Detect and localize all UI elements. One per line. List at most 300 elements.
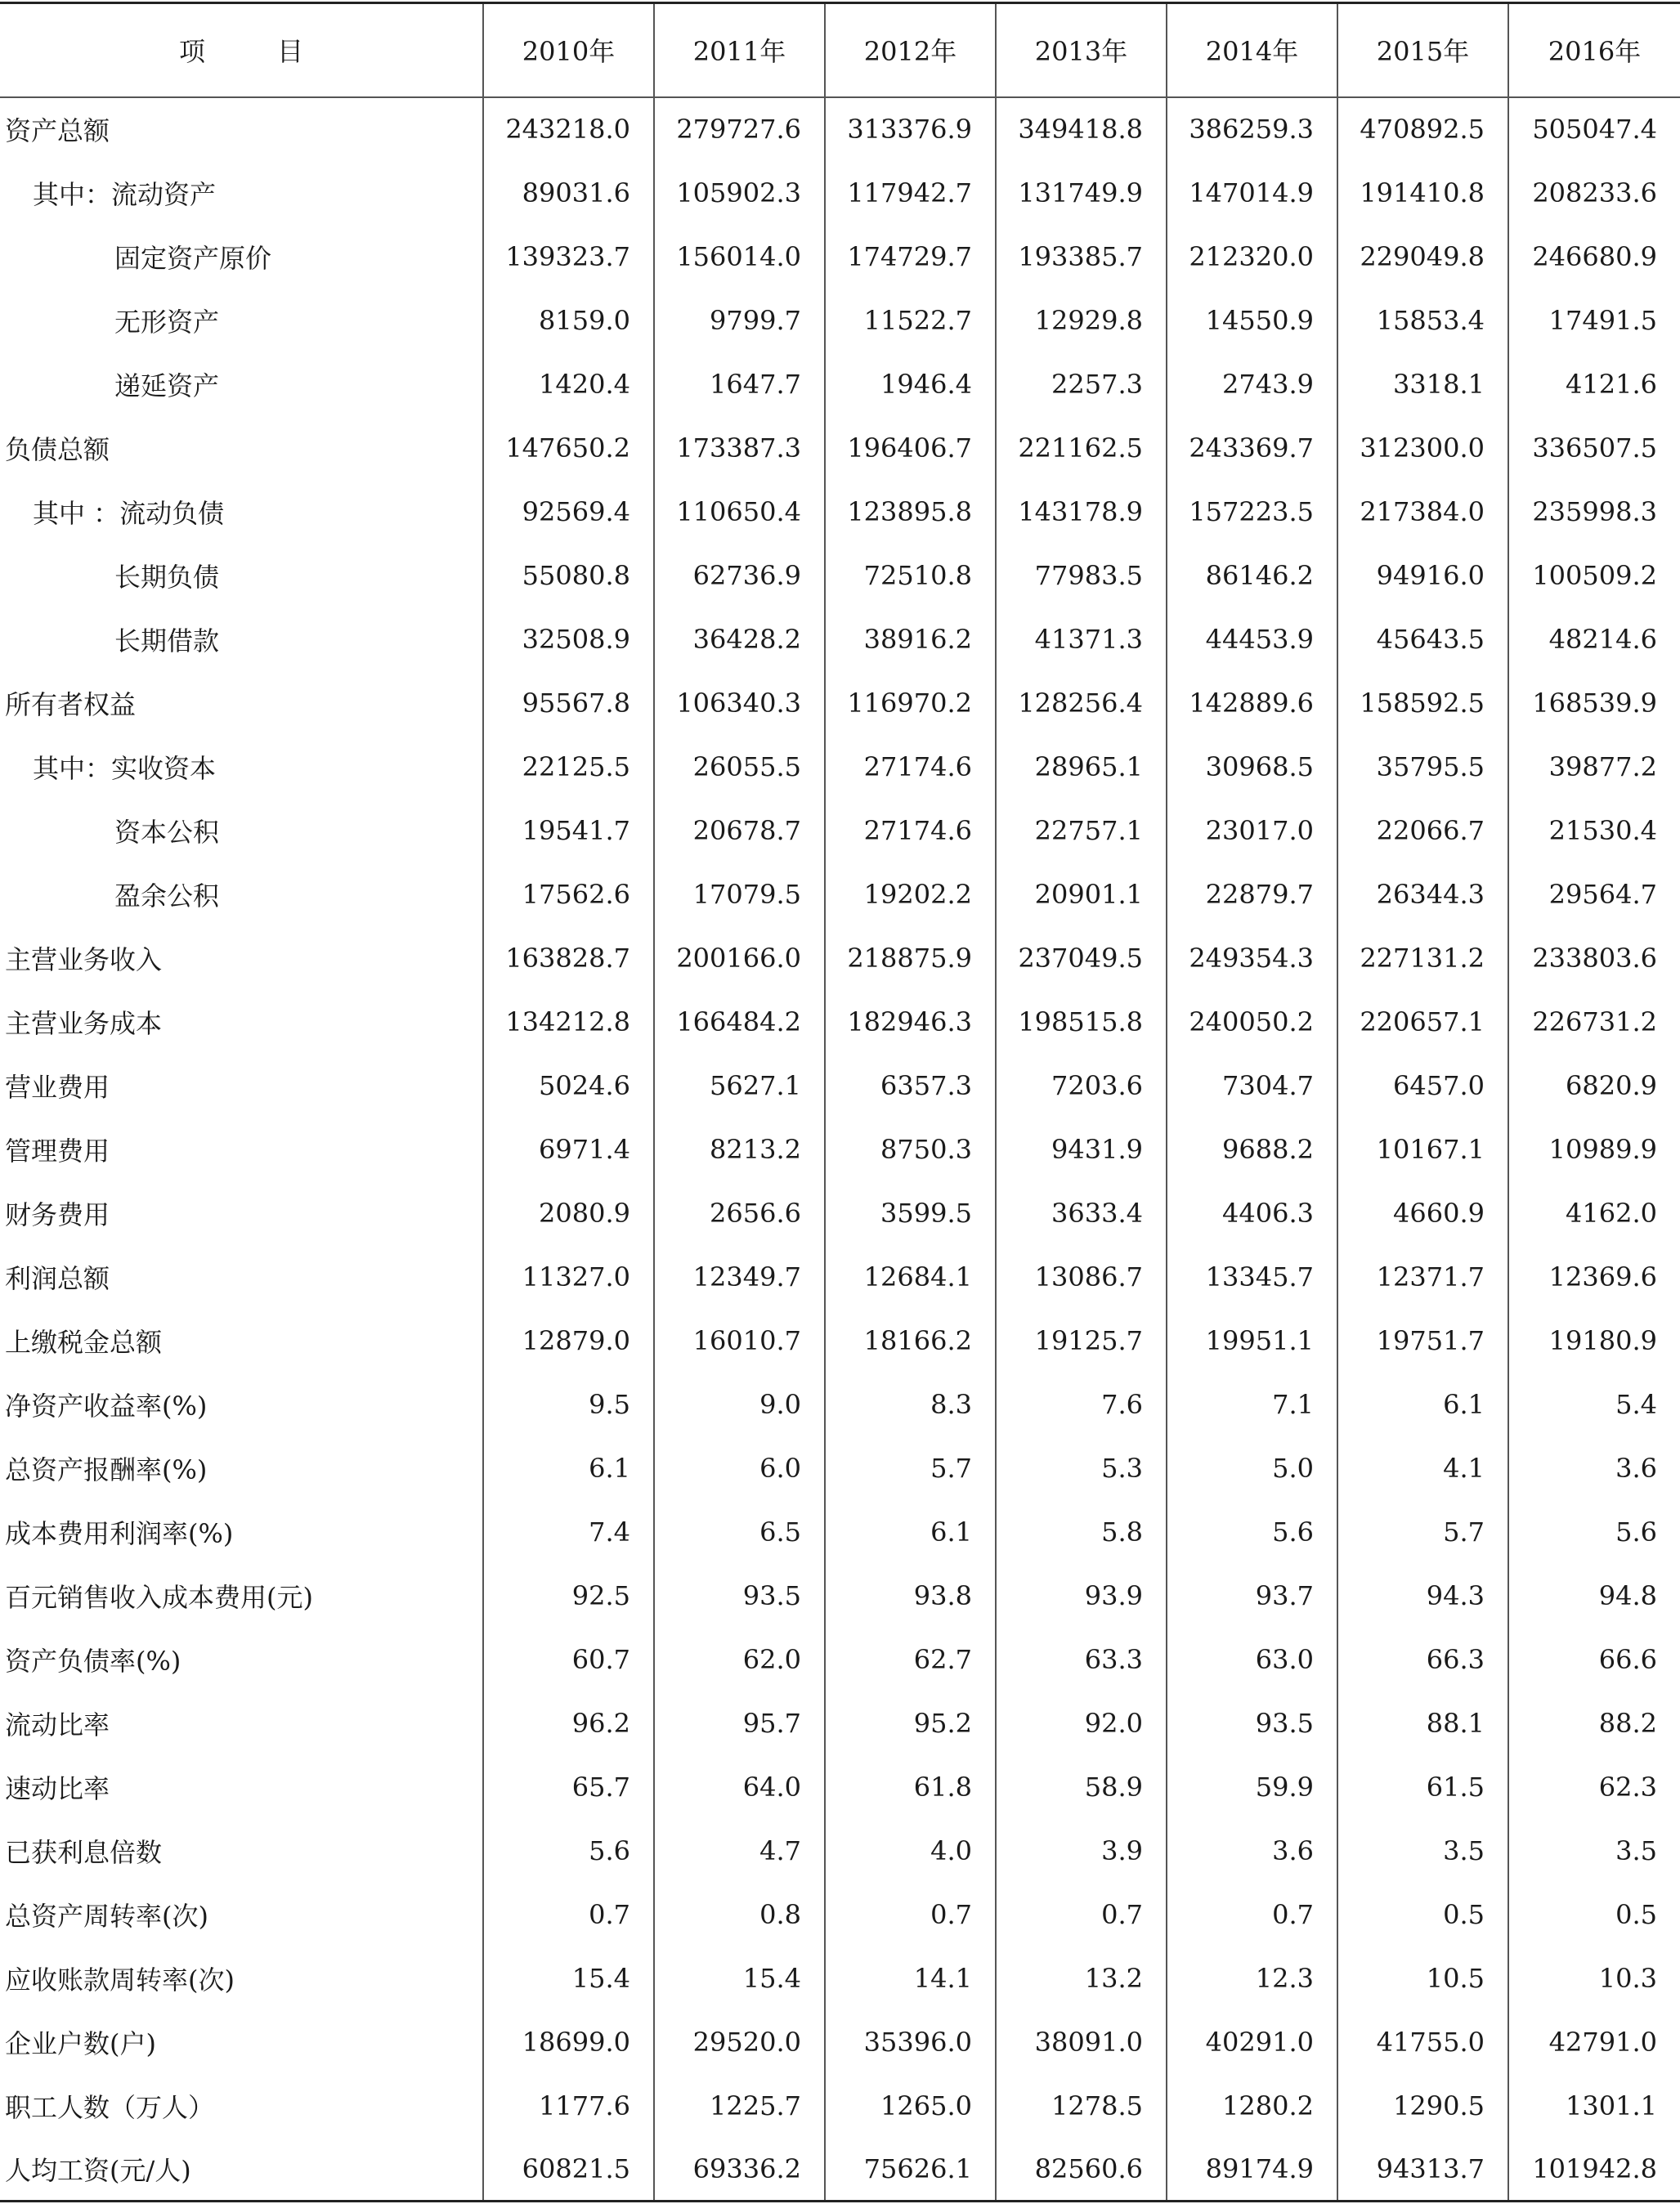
row-value: 55080.8 (483, 544, 654, 607)
row-value: 279727.6 (654, 97, 825, 161)
row-value: 21530.4 (1508, 799, 1680, 862)
row-value: 8750.3 (825, 1118, 996, 1181)
row-value: 86146.2 (1167, 544, 1337, 607)
row-label: 职工人数（万人） (5, 2091, 215, 2123)
row-value: 5.0 (1167, 1436, 1337, 1500)
header-year: 2015年 (1337, 3, 1508, 97)
row-value: 3.5 (1508, 1819, 1680, 1883)
row-value: 11327.0 (483, 1245, 654, 1309)
table-row (0, 926, 1680, 990)
table-row (0, 2010, 1680, 2074)
table-row (0, 1691, 1680, 1755)
row-value: 17562.6 (483, 862, 654, 926)
table-row (0, 1373, 1680, 1436)
row-value: 5.8 (996, 1500, 1167, 1564)
row-value: 220657.1 (1337, 990, 1508, 1054)
row-value: 0.7 (996, 1883, 1167, 1946)
row-value: 62736.9 (654, 544, 825, 607)
row-value: 143178.9 (996, 480, 1167, 544)
row-value: 12349.7 (654, 1245, 825, 1309)
row-label: 营业费用 (5, 1071, 110, 1103)
row-label: 盈余公积 (114, 880, 220, 912)
row-value: 163828.7 (483, 926, 654, 990)
row-value: 14.1 (825, 1946, 996, 2010)
row-value: 1280.2 (1167, 2074, 1337, 2138)
row-value: 66.6 (1508, 1628, 1680, 1691)
row-value: 38091.0 (996, 2010, 1167, 2074)
row-value: 1278.5 (996, 2074, 1167, 2138)
row-value: 95.2 (825, 1691, 996, 1755)
row-value: 3318.1 (1337, 352, 1508, 416)
row-value: 226731.2 (1508, 990, 1680, 1054)
row-value: 7304.7 (1167, 1054, 1337, 1118)
row-value: 30968.5 (1167, 735, 1337, 799)
row-value: 157223.5 (1167, 480, 1337, 544)
table-row (0, 1883, 1680, 1946)
row-value: 4.7 (654, 1819, 825, 1883)
row-value: 63.0 (1167, 1628, 1337, 1691)
row-value: 12879.0 (483, 1309, 654, 1373)
table-row (0, 1181, 1680, 1245)
row-value: 9.5 (483, 1373, 654, 1436)
row-value: 0.5 (1508, 1883, 1680, 1946)
row-value: 17491.5 (1508, 289, 1680, 352)
row-label: 百元销售收入成本费用(元) (5, 1581, 313, 1613)
table-row (0, 289, 1680, 352)
row-value: 1647.7 (654, 352, 825, 416)
row-label: 成本费用利润率(%) (5, 1517, 234, 1549)
row-value: 92569.4 (483, 480, 654, 544)
row-value: 6971.4 (483, 1118, 654, 1181)
row-value: 5024.6 (483, 1054, 654, 1118)
row-value: 0.7 (825, 1883, 996, 1946)
row-value: 3599.5 (825, 1181, 996, 1245)
row-value: 2656.6 (654, 1181, 825, 1245)
statistics-table (0, 2, 1680, 2202)
row-value: 26344.3 (1337, 862, 1508, 926)
row-value: 5.6 (1167, 1500, 1337, 1564)
row-value: 88.2 (1508, 1691, 1680, 1755)
row-label: 其中：实收资本 (33, 752, 217, 784)
row-value: 94.8 (1508, 1564, 1680, 1628)
row-value: 39877.2 (1508, 735, 1680, 799)
row-value: 8213.2 (654, 1118, 825, 1181)
row-value: 233803.6 (1508, 926, 1680, 990)
row-value: 19751.7 (1337, 1309, 1508, 1373)
table-row (0, 1946, 1680, 2010)
row-value: 123895.8 (825, 480, 996, 544)
row-value: 168539.9 (1508, 671, 1680, 735)
row-value: 249354.3 (1167, 926, 1337, 990)
row-value: 75626.1 (825, 2138, 996, 2202)
row-value: 139323.7 (483, 225, 654, 289)
row-value: 60.7 (483, 1628, 654, 1691)
row-value: 94.3 (1337, 1564, 1508, 1628)
row-value: 116970.2 (825, 671, 996, 735)
header-item-label (0, 3, 483, 97)
row-value: 243369.7 (1167, 416, 1337, 480)
row-value: 8.3 (825, 1373, 996, 1436)
header-year: 2012年 (825, 3, 996, 97)
row-value: 3.9 (996, 1819, 1167, 1883)
header-year: 2010年 (483, 3, 654, 97)
row-value: 18166.2 (825, 1309, 996, 1373)
row-value: 12.3 (1167, 1946, 1337, 2010)
table-row (0, 1309, 1680, 1373)
row-value: 77983.5 (996, 544, 1167, 607)
row-value: 128256.4 (996, 671, 1167, 735)
row-label: 无形资产 (114, 306, 220, 338)
row-value: 7203.6 (996, 1054, 1167, 1118)
row-value: 22125.5 (483, 735, 654, 799)
row-value: 92.0 (996, 1691, 1167, 1755)
row-label: 已获利息倍数 (5, 1836, 163, 1868)
row-value: 20901.1 (996, 862, 1167, 926)
row-value: 166484.2 (654, 990, 825, 1054)
row-value: 5.6 (1508, 1500, 1680, 1564)
row-value: 4121.6 (1508, 352, 1680, 416)
table-row (0, 990, 1680, 1054)
table-row (0, 352, 1680, 416)
row-value: 193385.7 (996, 225, 1167, 289)
row-value: 156014.0 (654, 225, 825, 289)
row-value: 5.3 (996, 1436, 1167, 1500)
row-value: 7.6 (996, 1373, 1167, 1436)
row-value: 4406.3 (1167, 1181, 1337, 1245)
row-label: 其中：流动资产 (33, 178, 217, 210)
table-row (0, 799, 1680, 862)
row-value: 7.4 (483, 1500, 654, 1564)
table-header (0, 3, 1680, 97)
row-value: 28965.1 (996, 735, 1167, 799)
row-value: 58.9 (996, 1755, 1167, 1819)
row-value: 20678.7 (654, 799, 825, 862)
row-label: 财务费用 (5, 1198, 110, 1230)
table-row (0, 1564, 1680, 1628)
row-value: 44453.9 (1167, 607, 1337, 671)
row-value: 19541.7 (483, 799, 654, 862)
row-value: 82560.6 (996, 2138, 1167, 2202)
row-label: 资本公积 (114, 816, 220, 848)
row-value: 200166.0 (654, 926, 825, 990)
row-value: 1265.0 (825, 2074, 996, 2138)
row-value: 27174.6 (825, 735, 996, 799)
row-value: 61.8 (825, 1755, 996, 1819)
row-value: 312300.0 (1337, 416, 1508, 480)
row-value: 93.5 (654, 1564, 825, 1628)
row-value: 229049.8 (1337, 225, 1508, 289)
row-value: 227131.2 (1337, 926, 1508, 990)
row-value: 2080.9 (483, 1181, 654, 1245)
row-value: 131749.9 (996, 161, 1167, 225)
row-value: 17079.5 (654, 862, 825, 926)
row-value: 89031.6 (483, 161, 654, 225)
row-value: 95567.8 (483, 671, 654, 735)
row-value: 7.1 (1167, 1373, 1337, 1436)
row-value: 65.7 (483, 1755, 654, 1819)
row-value: 5.6 (483, 1819, 654, 1883)
row-value: 1177.6 (483, 2074, 654, 2138)
row-value: 1946.4 (825, 352, 996, 416)
row-value: 23017.0 (1167, 799, 1337, 862)
row-value: 41371.3 (996, 607, 1167, 671)
row-value: 13.2 (996, 1946, 1167, 2010)
row-value: 218875.9 (825, 926, 996, 990)
row-label: 总资产报酬率(%) (5, 1454, 208, 1485)
row-value: 41755.0 (1337, 2010, 1508, 2074)
table-row (0, 480, 1680, 544)
row-value: 93.9 (996, 1564, 1167, 1628)
row-value: 142889.6 (1167, 671, 1337, 735)
row-value: 94916.0 (1337, 544, 1508, 607)
row-value: 3.6 (1167, 1819, 1337, 1883)
row-value: 208233.6 (1508, 161, 1680, 225)
table-row (0, 97, 1680, 161)
table-row (0, 161, 1680, 225)
row-value: 63.3 (996, 1628, 1167, 1691)
header-year: 2011年 (654, 3, 825, 97)
row-value: 173387.3 (654, 416, 825, 480)
row-value: 32508.9 (483, 607, 654, 671)
row-value: 6.5 (654, 1500, 825, 1564)
row-value: 147650.2 (483, 416, 654, 480)
header-year: 2013年 (996, 3, 1167, 97)
table-row (0, 1436, 1680, 1500)
row-value: 1301.1 (1508, 2074, 1680, 2138)
row-label: 资产总额 (5, 115, 110, 146)
table-row (0, 735, 1680, 799)
row-value: 5.7 (825, 1436, 996, 1500)
row-value: 22066.7 (1337, 799, 1508, 862)
row-value: 19951.1 (1167, 1309, 1337, 1373)
row-value: 10167.1 (1337, 1118, 1508, 1181)
table-row (0, 1628, 1680, 1691)
row-label: 其中 ：流动负债 (33, 497, 225, 529)
row-value: 9799.7 (654, 289, 825, 352)
row-label: 长期负债 (114, 561, 220, 593)
row-value: 88.1 (1337, 1691, 1508, 1755)
table-row (0, 2074, 1680, 2138)
row-value: 182946.3 (825, 990, 996, 1054)
row-value: 96.2 (483, 1691, 654, 1755)
row-value: 29564.7 (1508, 862, 1680, 926)
row-value: 221162.5 (996, 416, 1167, 480)
table-row (0, 607, 1680, 671)
row-value: 15.4 (654, 1946, 825, 2010)
row-value: 100509.2 (1508, 544, 1680, 607)
row-value: 191410.8 (1337, 161, 1508, 225)
row-label: 所有者权益 (5, 688, 137, 720)
row-value: 0.5 (1337, 1883, 1508, 1946)
row-value: 59.9 (1167, 1755, 1337, 1819)
row-value: 10989.9 (1508, 1118, 1680, 1181)
row-label: 固定资产原价 (114, 242, 272, 274)
row-value: 22757.1 (996, 799, 1167, 862)
row-value: 243218.0 (483, 97, 654, 161)
row-value: 94313.7 (1337, 2138, 1508, 2202)
row-value: 470892.5 (1337, 97, 1508, 161)
statistics-table-container (0, 2, 1680, 2202)
row-value: 198515.8 (996, 990, 1167, 1054)
row-value: 10.5 (1337, 1946, 1508, 2010)
row-value: 62.7 (825, 1628, 996, 1691)
row-value: 240050.2 (1167, 990, 1337, 1054)
row-value: 134212.8 (483, 990, 654, 1054)
row-value: 66.3 (1337, 1628, 1508, 1691)
row-value: 60821.5 (483, 2138, 654, 2202)
row-value: 19202.2 (825, 862, 996, 926)
row-value: 61.5 (1337, 1755, 1508, 1819)
table-row (0, 671, 1680, 735)
row-value: 27174.6 (825, 799, 996, 862)
row-value: 19125.7 (996, 1309, 1167, 1373)
row-label: 人均工资(元/人) (0, 2138, 483, 2202)
row-label: 净资产收益率(%) (5, 1390, 208, 1422)
row-value: 0.7 (483, 1883, 654, 1946)
row-value: 336507.5 (1508, 416, 1680, 480)
row-value: 35396.0 (825, 2010, 996, 2074)
row-value: 158592.5 (1337, 671, 1508, 735)
row-value: 386259.3 (1167, 97, 1337, 161)
row-value: 22879.7 (1167, 862, 1337, 926)
row-value: 106340.3 (654, 671, 825, 735)
row-value: 4.1 (1337, 1436, 1508, 1500)
row-value: 93.7 (1167, 1564, 1337, 1628)
row-value: 117942.7 (825, 161, 996, 225)
row-value: 62.0 (654, 1628, 825, 1691)
row-value: 18699.0 (483, 2010, 654, 2074)
row-label: 应收账款周转率(次) (5, 1964, 235, 1996)
table-body (0, 97, 1680, 2202)
row-value: 1420.4 (483, 352, 654, 416)
row-value: 38916.2 (825, 607, 996, 671)
row-value: 147014.9 (1167, 161, 1337, 225)
row-value: 89174.9 (1167, 2138, 1337, 2202)
row-value: 13345.7 (1167, 1245, 1337, 1309)
row-value: 69336.2 (654, 2138, 825, 2202)
table-row (0, 1118, 1680, 1181)
row-value: 4.0 (825, 1819, 996, 1883)
row-label: 管理费用 (5, 1135, 110, 1167)
row-label: 递延资产 (114, 370, 220, 401)
row-label: 长期借款 (114, 625, 220, 656)
row-value: 101942.8 (1508, 2138, 1680, 2202)
row-value: 15853.4 (1337, 289, 1508, 352)
row-value: 64.0 (654, 1755, 825, 1819)
row-value: 4660.9 (1337, 1181, 1508, 1245)
row-value: 45643.5 (1337, 607, 1508, 671)
row-label: 速动比率 (5, 1772, 110, 1804)
table-row (0, 1819, 1680, 1883)
row-value: 12371.7 (1337, 1245, 1508, 1309)
table-row (0, 1054, 1680, 1118)
table-row (0, 862, 1680, 926)
row-value: 212320.0 (1167, 225, 1337, 289)
row-value: 313376.9 (825, 97, 996, 161)
row-value: 35795.5 (1337, 735, 1508, 799)
row-value: 19180.9 (1508, 1309, 1680, 1373)
header-year: 2016年 (1508, 3, 1680, 97)
row-value: 1225.7 (654, 2074, 825, 2138)
header-year: 2014年 (1167, 3, 1337, 97)
row-value: 6357.3 (825, 1054, 996, 1118)
row-value: 196406.7 (825, 416, 996, 480)
header-item-label-text: 项 目 (178, 36, 326, 68)
row-value: 29520.0 (654, 2010, 825, 2074)
row-value: 13086.7 (996, 1245, 1167, 1309)
row-value: 48214.6 (1508, 607, 1680, 671)
row-value: 12684.1 (825, 1245, 996, 1309)
row-value: 12929.8 (996, 289, 1167, 352)
row-value: 217384.0 (1337, 480, 1508, 544)
table-row (0, 225, 1680, 289)
row-value: 6457.0 (1337, 1054, 1508, 1118)
row-label: 上缴税金总额 (5, 1326, 163, 1358)
row-value: 505047.4 (1508, 97, 1680, 161)
row-value: 93.5 (1167, 1691, 1337, 1755)
row-value: 9431.9 (996, 1118, 1167, 1181)
row-value: 4162.0 (1508, 1181, 1680, 1245)
row-value: 9.0 (654, 1373, 825, 1436)
row-value: 36428.2 (654, 607, 825, 671)
header-row (0, 3, 1680, 97)
table-row (0, 1245, 1680, 1309)
row-value: 0.7 (1167, 1883, 1337, 1946)
row-value: 9688.2 (1167, 1118, 1337, 1181)
row-value: 40291.0 (1167, 2010, 1337, 2074)
row-value: 26055.5 (654, 735, 825, 799)
row-label: 主营业务成本 (5, 1007, 163, 1039)
row-value: 92.5 (483, 1564, 654, 1628)
row-value: 6.1 (1337, 1373, 1508, 1436)
row-value: 12369.6 (1508, 1245, 1680, 1309)
row-value: 5.4 (1508, 1373, 1680, 1436)
row-value: 8159.0 (483, 289, 654, 352)
row-value: 2257.3 (996, 352, 1167, 416)
row-value: 62.3 (1508, 1755, 1680, 1819)
row-value: 3633.4 (996, 1181, 1167, 1245)
table-row (0, 1500, 1680, 1564)
row-label: 资产负债率(%) (5, 1645, 181, 1677)
row-value: 14550.9 (1167, 289, 1337, 352)
table-row (0, 544, 1680, 607)
row-value: 6820.9 (1508, 1054, 1680, 1118)
row-label: 负债总额 (5, 433, 110, 465)
row-value: 6.0 (654, 1436, 825, 1500)
row-label: 流动比率 (5, 1709, 110, 1740)
row-value: 42791.0 (1508, 2010, 1680, 2074)
row-value: 16010.7 (654, 1309, 825, 1373)
row-value: 5627.1 (654, 1054, 825, 1118)
row-value: 95.7 (654, 1691, 825, 1755)
row-label: 总资产周转率(次) (5, 1900, 208, 1932)
row-value: 105902.3 (654, 161, 825, 225)
row-value: 3.5 (1337, 1819, 1508, 1883)
table-row (0, 416, 1680, 480)
row-value: 246680.9 (1508, 225, 1680, 289)
row-value: 6.1 (825, 1500, 996, 1564)
row-value: 235998.3 (1508, 480, 1680, 544)
row-value: 237049.5 (996, 926, 1167, 990)
row-value: 349418.8 (996, 97, 1167, 161)
row-value: 0.8 (654, 1883, 825, 1946)
table-row (0, 1755, 1680, 1819)
row-value: 110650.4 (654, 480, 825, 544)
row-value: 174729.7 (825, 225, 996, 289)
row-value: 5.7 (1337, 1500, 1508, 1564)
row-value: 15.4 (483, 1946, 654, 2010)
row-value: 93.8 (825, 1564, 996, 1628)
